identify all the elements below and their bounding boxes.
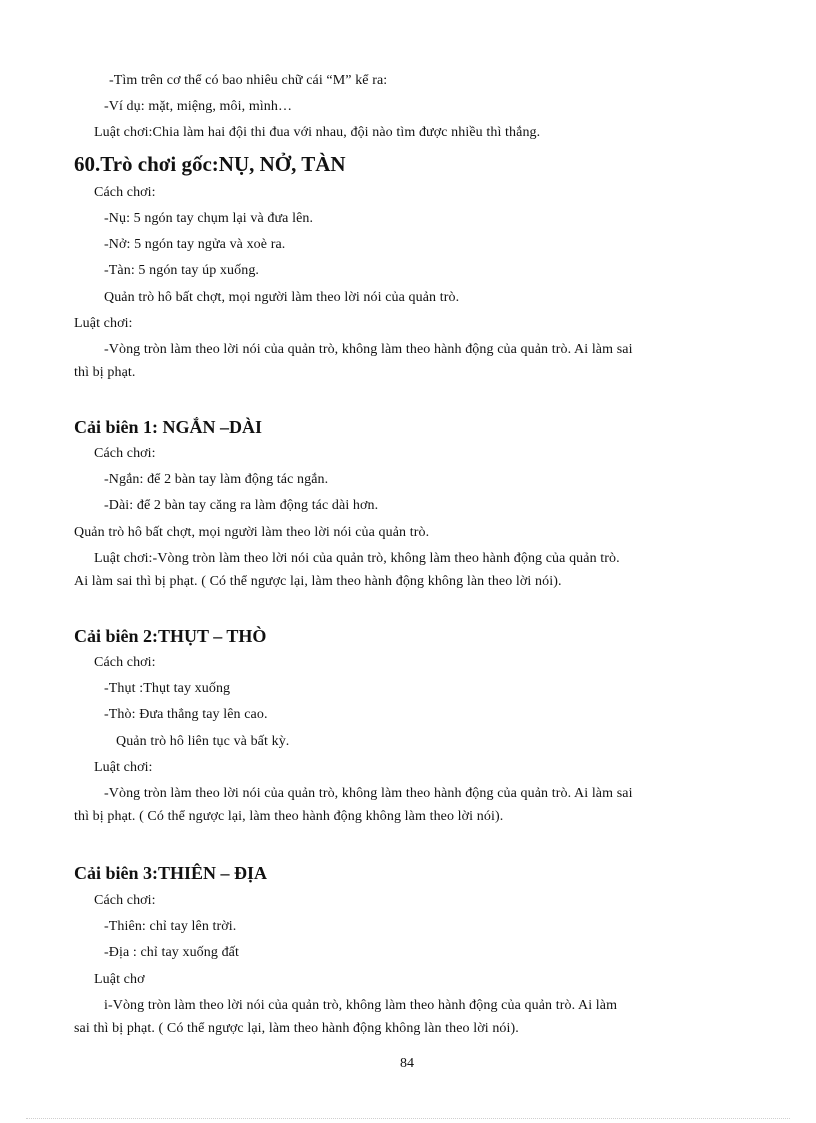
variant-3-rule-label: Luật chơ (94, 972, 145, 987)
variant-2-rule-line-1: -Vòng tròn làm theo lời nói của quản trò, không làm theo hành động của quản trò. Ai làm sai (104, 786, 633, 801)
variant-1-item-dai: -Dài: để 2 bàn tay căng ra làm động tác dài hơn. (104, 498, 379, 513)
page-bottom-rule (26, 1118, 790, 1119)
variant-1-item-ngan: -Ngắn: để 2 bàn tay làm động tác ngắn. (104, 472, 329, 487)
variant-2-item-thut: -Thụt :Thụt tay xuống (104, 681, 231, 696)
variant-2-heading: Cải biên 2:THỤT – THÒ (74, 626, 267, 646)
game-60-rule-label: Luật chơi: (74, 316, 133, 331)
intro-line-2: -Ví dụ: mặt, miệng, môi, mình… (104, 99, 293, 114)
game-60-how-label: Cách chơi: (94, 185, 156, 200)
variant-3-heading: Cải biên 3:THIÊN – ĐỊA (74, 863, 268, 883)
variant-3-rule-line-2: sai thì bị phạt. ( Có thể ngược lại, làm theo hành động không làn theo lời nói). (74, 1021, 519, 1036)
game-60-item-no: -Nở: 5 ngón tay ngửa và xoè ra. (104, 237, 286, 252)
intro-rule-text: Luật chơi:Chia làm hai đội thi đua với nhau, đội nào tìm được nhiều thì thắng. (94, 125, 541, 140)
variant-1-host-text: Quản trò hô bất chợt, mọi người làm theo lời nói của quản trò. (74, 525, 430, 540)
variant-1-how-label: Cách chơi: (94, 446, 156, 461)
game-60-host-text: Quản trò hô bất chợt, mọi người làm theo lời nói của quản trò. (104, 290, 460, 305)
intro-line-1: -Tìm trên cơ thể có bao nhiêu chữ cái “M” kể ra: (109, 73, 388, 88)
variant-3-how-label: Cách chơi: (94, 893, 156, 908)
variant-2-item-tho: -Thò: Đưa thẳng tay lên cao. (104, 707, 268, 722)
game-60-heading: 60.Trò chơi gốc:NỤ, NỞ, TÀN (74, 152, 346, 176)
variant-1-rule-line-2: Ai làm sai thì bị phạt. ( Có thể ngược lại, làm theo hành động không làn theo lời nói). (74, 574, 562, 589)
variant-2-rule-label: Luật chơi: (94, 760, 153, 775)
game-60-item-tan: -Tàn: 5 ngón tay úp xuống. (104, 263, 260, 278)
variant-2-rule-line-2: thì bị phạt. ( Có thể ngược lại, làm theo hành động không làm theo lời nói). (74, 809, 504, 824)
variant-3-rule-line-1: i-Vòng tròn làm theo lời nói của quản trò, không làm theo hành động của quản trò. Ai làm (104, 998, 618, 1013)
game-60-item-nu: -Nụ: 5 ngón tay chụm lại và đưa lên. (104, 211, 314, 226)
variant-1-rule-line-1: Luật chơi:-Vòng tròn làm theo lời nói của quản trò, không làm theo hành động của quản trò. (94, 551, 620, 566)
variant-1-heading: Cải biên 1: NGẮN –DÀI (74, 417, 263, 437)
variant-3-item-dia: -Địa : chỉ tay xuống đất (104, 945, 239, 960)
variant-2-host-text: Quản trò hô liên tục và bất kỳ. (116, 734, 290, 749)
variant-2-how-label: Cách chơi: (94, 655, 156, 670)
game-60-rule-line-1: -Vòng tròn làm theo lời nói của quản trò, không làm theo hành động của quản trò. Ai làm sai (104, 342, 633, 357)
page-number: 84 (400, 1056, 414, 1071)
variant-3-item-thien: -Thiên: chỉ tay lên trời. (104, 919, 237, 934)
game-60-rule-line-2: thì bị phạt. (74, 365, 136, 380)
